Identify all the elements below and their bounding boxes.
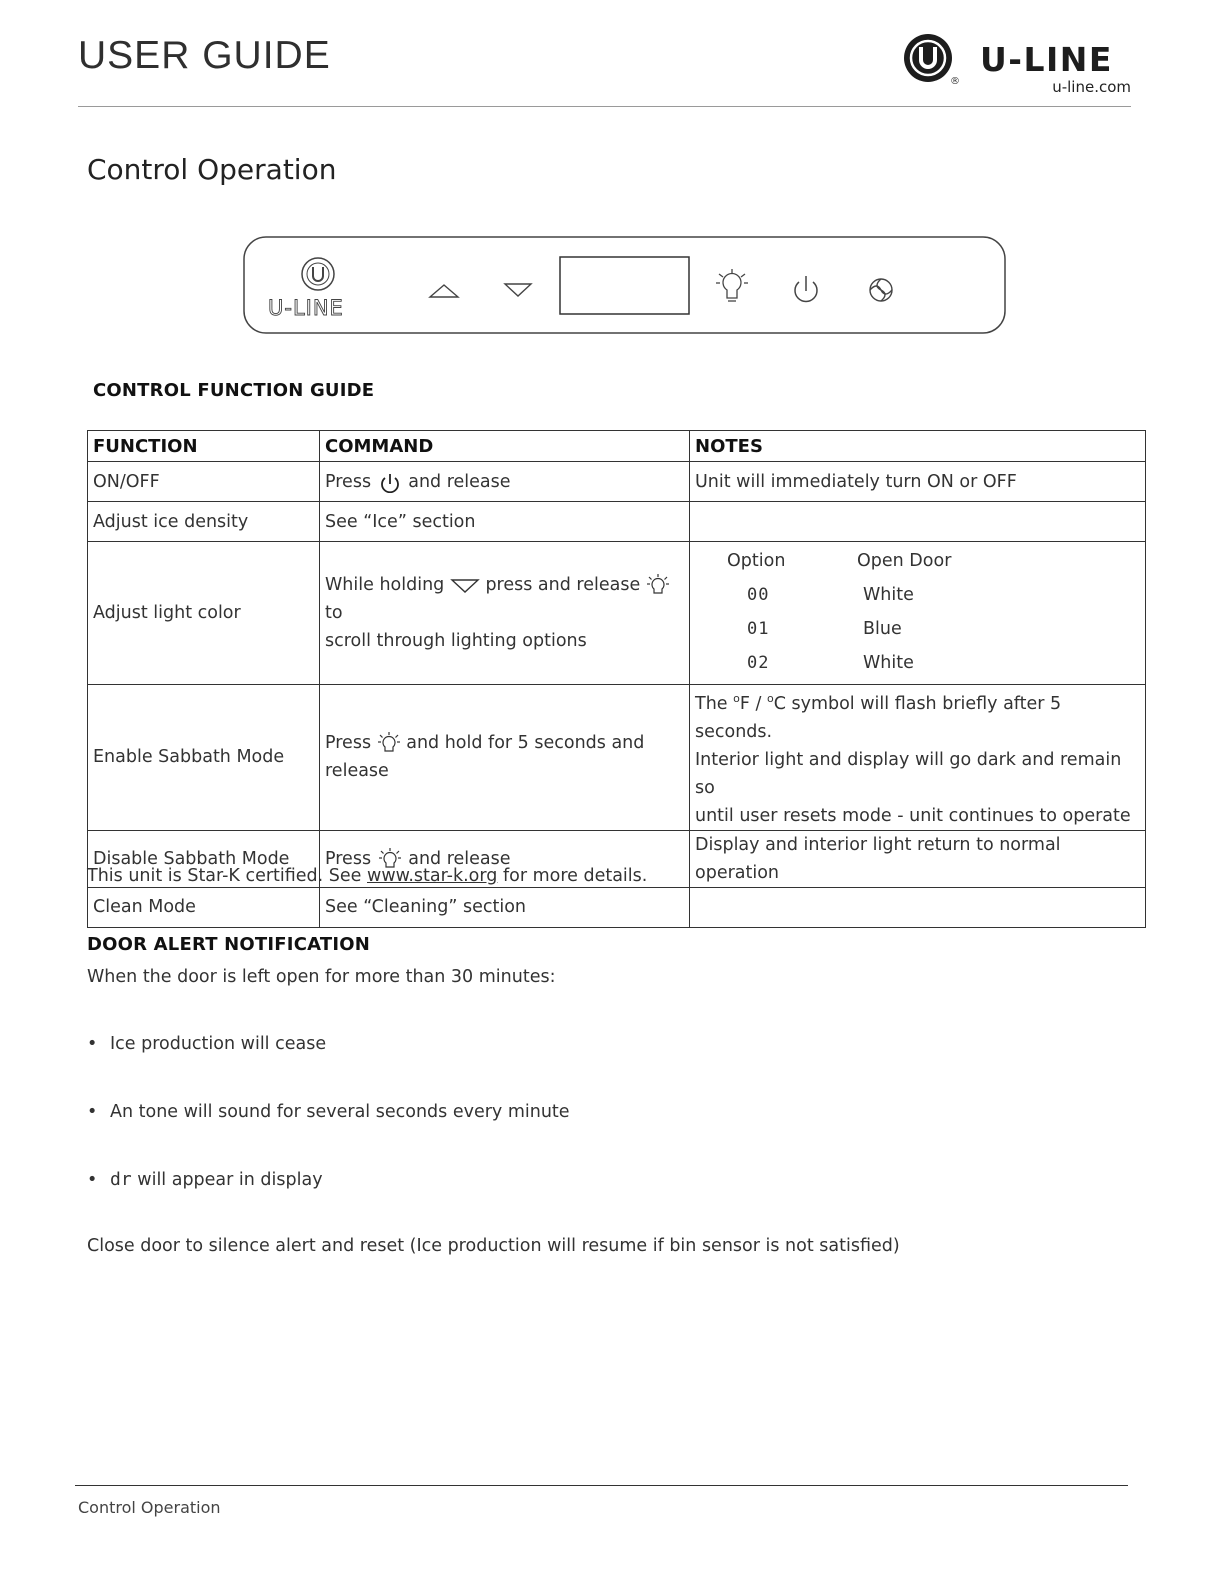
bullet-icon: • <box>87 1102 98 1122</box>
notes-cell <box>690 502 1146 542</box>
option-color: Blue <box>863 619 902 639</box>
table-header-row <box>88 431 1146 462</box>
column-header-notes: NOTES <box>690 431 1146 462</box>
command-text: Press <box>325 848 372 869</box>
bullet-text: will appear in display <box>137 1170 323 1190</box>
light-icon <box>646 573 670 597</box>
notes-cell: Unit will immediately turn ON or OFF <box>690 462 1146 502</box>
open-door-header: Open Door <box>857 551 952 571</box>
option-code: 00 <box>747 585 770 605</box>
down-arrow-icon <box>450 576 480 594</box>
option-code: 01 <box>747 619 770 639</box>
footer-divider <box>75 1485 1128 1486</box>
degree-mark: o <box>733 692 740 705</box>
control-panel-diagram <box>243 236 1008 336</box>
star-k-text: This unit is Star-K certified. See <box>87 866 367 886</box>
function-cell: Clean Mode <box>88 887 320 927</box>
degree-mark: o <box>766 692 774 705</box>
command-text: and release <box>408 471 511 492</box>
notes-text: Interior light and display will go dark and remain so <box>695 749 1122 798</box>
option-color: White <box>863 653 914 673</box>
section-title: Control Operation <box>87 153 337 186</box>
command-text: Press <box>325 471 372 492</box>
command-text: and release <box>408 848 511 869</box>
command-text: and hold for 5 seconds and <box>406 733 645 754</box>
control-function-guide-heading: CONTROL FUNCTION GUIDE <box>93 380 375 401</box>
option-header: Option <box>727 551 786 571</box>
command-text: press and release <box>485 575 641 595</box>
light-icon <box>377 731 401 755</box>
command-cell <box>320 542 690 685</box>
command-text: Press <box>325 733 372 754</box>
logo-wordmark: U-LINE <box>980 40 1113 79</box>
list-item <box>87 1102 570 1122</box>
command-text: release <box>325 761 389 782</box>
notes-cell <box>690 887 1146 927</box>
door-alert-heading: DOOR ALERT NOTIFICATION <box>87 934 370 955</box>
door-alert-intro: When the door is left open for more than 30 minutes: <box>87 967 556 987</box>
panel-brand-text: U-LINE <box>268 296 344 320</box>
notes-cell <box>690 542 1146 685</box>
table-row <box>88 685 1146 831</box>
table-row <box>88 542 1146 685</box>
door-alert-closing: Close door to silence alert and reset (Ice production will resume if bin sensor is not satisfied) <box>87 1236 900 1256</box>
command-cell: See “Ice” section <box>320 502 690 542</box>
list-item <box>87 1169 323 1190</box>
list-item <box>87 1034 326 1054</box>
table-row <box>88 502 1146 542</box>
command-text: scroll through lighting options <box>325 631 587 651</box>
notes-text: until user resets mode - unit continues to operate <box>695 805 1131 826</box>
bullet-text: An tone will sound for several seconds every minute <box>110 1102 570 1122</box>
header-divider <box>78 106 1131 107</box>
function-cell: Disable Sabbath Mode <box>88 830 320 887</box>
function-cell: Adjust ice density <box>88 502 320 542</box>
function-cell: Enable Sabbath Mode <box>88 685 320 831</box>
function-cell: Adjust light color <box>88 542 320 685</box>
bullet-icon: • <box>87 1034 98 1054</box>
command-cell: See “Cleaning” section <box>320 887 690 927</box>
bullet-icon: • <box>87 1170 98 1190</box>
column-header-command: COMMAND <box>320 431 690 462</box>
star-k-text: for more details. <box>497 866 648 886</box>
power-icon <box>377 471 403 493</box>
brand-url: u-line.com <box>1052 78 1131 96</box>
table-row <box>88 462 1146 502</box>
notes-text: F / <box>739 693 767 714</box>
control-function-table <box>87 430 1146 928</box>
function-cell: ON/OFF <box>88 462 320 502</box>
notes-text: C symbol will flash briefly after 5 seconds. <box>695 693 1062 742</box>
display-code: dr <box>110 1169 132 1190</box>
footer-label: Control Operation <box>78 1498 221 1517</box>
star-k-link[interactable]: www.star-k.org <box>367 866 498 886</box>
command-text: While holding <box>325 575 445 595</box>
light-options-grid <box>695 542 1140 684</box>
command-cell <box>320 685 690 831</box>
bullet-text: Ice production will cease <box>110 1034 327 1054</box>
notes-cell: Display and interior light return to normal operation <box>690 830 1146 887</box>
column-header-function: FUNCTION <box>88 431 320 462</box>
option-color: White <box>863 585 914 605</box>
notes-text: The <box>695 693 734 714</box>
command-text: to <box>325 603 343 623</box>
table-row <box>88 887 1146 927</box>
notes-cell <box>690 685 1146 831</box>
display-window <box>560 257 689 314</box>
document-title: USER GUIDE <box>78 34 331 77</box>
star-k-note <box>87 866 647 886</box>
command-cell <box>320 462 690 502</box>
logo-registered-mark: ® <box>950 76 960 87</box>
option-code: 02 <box>747 653 770 673</box>
